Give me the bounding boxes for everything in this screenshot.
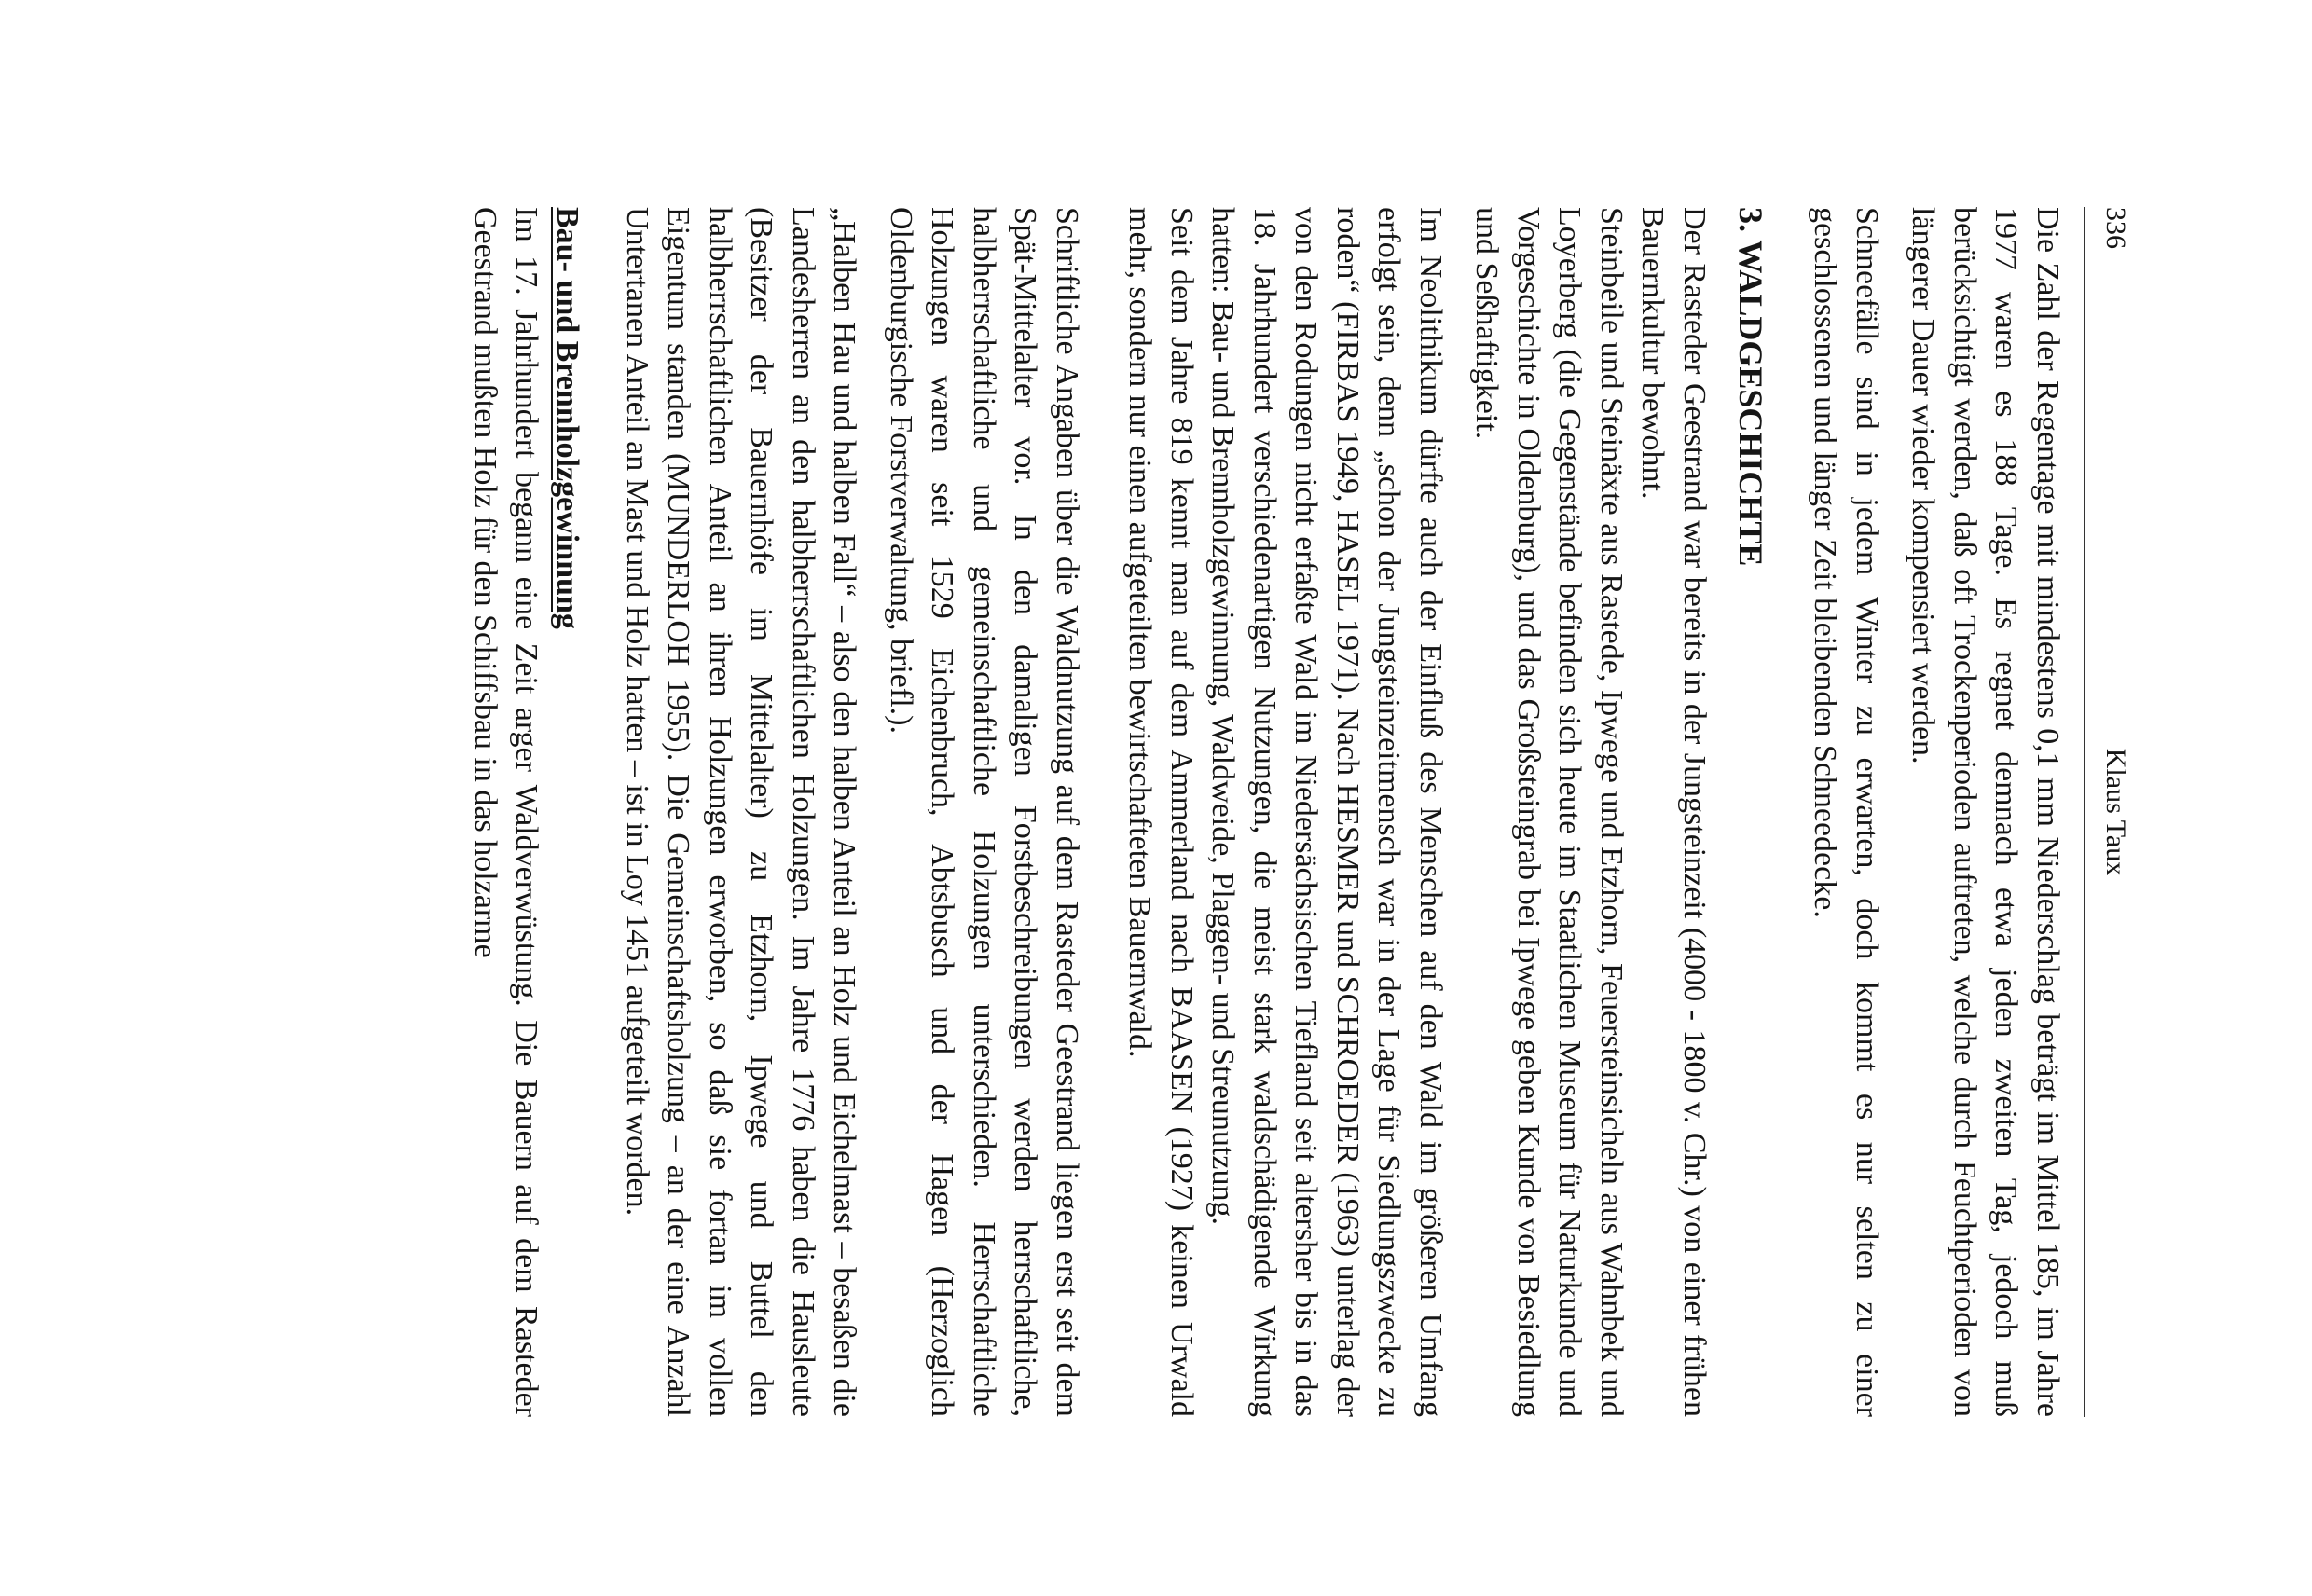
paragraph: Schriftliche Angaben über die Waldnutzung auf dem Rasteder Geestrand liegen erst seit dem Spät-Mittelalter vor. In den damaligen Forstbeschreibungen werden herrschaftliche, halbherrschaftliche und gemeinschaftliche Holzungen unterschieden. Herrschaftliche Holzungen waren seit 1529 Eichenbruch, Abtsbusch und der Hagen (Herzoglich Oldenburgische Forstverwaltung, briefl.). — [884, 207, 1084, 1417]
section-heading: 3. WALDGESCHICHTE — [1732, 207, 1769, 567]
page-body — [464, 207, 2069, 1417]
subheading: Bau- und Brennholzgewinnung — [550, 207, 585, 629]
paragraph: Im Neolithikum dürfte auch der Einfluß des Menschen auf den Wald im größeren Umfang erfolgt sein, denn „schon der Jungsteinzeitmensch war in der Lage für Siedlungszwecke zu roden“ (FIRBAS 1949, HASEL 1971). Nach HESMER und SCHROEDER (1963) unterlag der von den Rodungen nicht erfaßte Wald im Niedersächsischen Tiefland seit altersher bis in das 18. Jahrhundert verschiedenartigen Nutzungen, die meist stark waldschädigende Wirkung hatten: Bau- und Brennholzgewinnung, Waldweide, Plaggen- und Streunutzung. — [1205, 207, 1448, 1417]
paragraph: Die Zahl der Regentage mit mindestens 0,1 mm Niederschlag beträgt im Mittel 185, im Jahre 1977 waren es 188 Tage. Es regnet demnach etwa jeden zweiten Tag, jedoch muß berücksichtigt werden, daß oft Trockenperioden auftreten, welche durch Feuchtperioden von längerer Dauer wieder kompensiert werden. — [1906, 207, 2065, 1417]
running-head: Klaus Taux — [2100, 748, 2131, 876]
paragraph: Im 17. Jahrhundert begann eine Zeit arger Waldverwüstung. Die Bauern auf dem Rasteder Geestrand mußten Holz für den Schiffsbau in das holzarme — [468, 207, 544, 1417]
page-header — [2084, 207, 2139, 1417]
page-number: 336 — [2100, 207, 2131, 249]
paragraph: „Halben Hau und halben Fall“ – also den halben Anteil an Holz und Eichelmast – besaßen die Landesherren an den halbherrschaftlichen Holzungen. Im Jahre 1776 haben die Hausleute (Besitzer der Bauernhöfe im Mittelalter) zu Etzhorn, Ipwege und Buttel den halbherrschaftlichen Anteil an ihren Holzungen erworben, so daß sie fortan im vollen Eigentum standen (MUNDERLOH 1955). Die Gemeinschaftsholzung – an der eine Anzahl Untertanen Anteil an Mast und Holz hatten – ist in Loy 1451 aufgeteilt worden. — [620, 207, 862, 1417]
paragraph: Der Rasteder Geestrand war bereits in der Jungsteinzeit (4000 - 1800 v. Chr.) von einer frühen Bauernkultur bewohnt. — [1635, 207, 1712, 1417]
paragraph: Seit dem Jahre 819 kennt man auf dem Ammerland nach BAASEN (1927) keinen Urwald mehr, sondern nur einen aufgeteilten bewirtschafteten Bauernwald. — [1122, 207, 1199, 1417]
paragraph: Steinbeile und Steinäxte aus Rastede, Ipwege und Etzhorn, Feuersteinsicheln aus Wahnbek und Loyerberg (die Gegenstände befinden sich heute im Staatlichen Museum für Naturkunde und Vorgeschichte in Oldenburg), und das Großsteingrab bei Ipwege geben Kunde von Besiedlung und Seßhaftigkeit. — [1469, 207, 1629, 1417]
paragraph: Schneefälle sind in jedem Winter zu erwarten, doch kommt es nur selten zu einer geschlossenen und länger Zeit bleibenden Schneedecke. — [1808, 207, 1884, 1417]
